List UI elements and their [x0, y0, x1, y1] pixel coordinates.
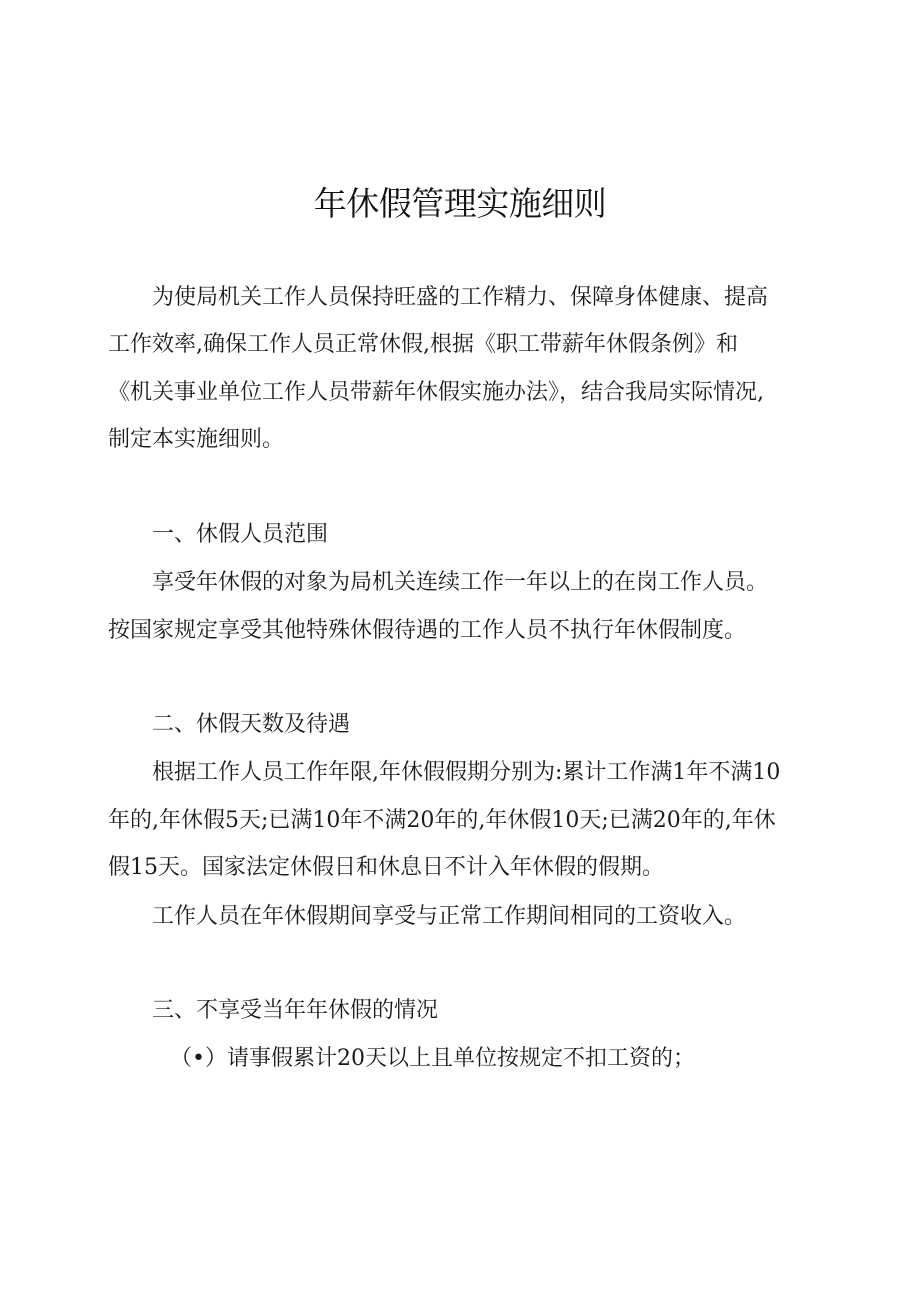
intro-line-3: 《机关事业单位工作人员带薪年休假实施办法》，结合我局实际情况,	[108, 380, 764, 405]
section-2-line-4: 工作人员在年休假期间享受与正常工作期间相同的工资收入。	[152, 904, 747, 929]
intro-line-1: 为使局机关工作人员保持旺盛的工作精力、保障身体健康、提高	[152, 285, 769, 310]
section-2-line-1: 根据工作人员工作年限,年休假假期分别为:累计工作满1年不满10	[152, 760, 781, 785]
document-title: 年休假管理实施细则	[313, 184, 607, 223]
section-1-heading: 一、休假人员范围	[152, 522, 329, 547]
section-3-heading: 三、不享受当年年休假的情况	[152, 998, 439, 1023]
intro-line-2: 工作效率,确保工作人员正常休假,根据《职工带薪年休假条例》和	[108, 332, 738, 357]
section-1-line-1: 享受年休假的对象为局机关连续工作一年以上的在岗工作人员。	[152, 570, 769, 595]
section-2-line-2: 年的,年休假5天;已满10年不满20年的,年休假10天;已满20年的,年休	[108, 808, 776, 833]
section-1-line-2: 按国家规定享受其他特殊休假待遇的工作人员不执行年休假制度。	[108, 618, 747, 643]
section-2-line-3: 假15天。国家法定休假日和休息日不计入年休假的假期。	[108, 855, 664, 880]
section-3-item-1: （•）请事假累计20天以上且单位按规定不扣工资的；	[170, 1046, 695, 1071]
intro-line-4: 制定本实施细则。	[108, 427, 285, 452]
section-2-heading: 二、休假天数及待遇	[152, 712, 351, 737]
